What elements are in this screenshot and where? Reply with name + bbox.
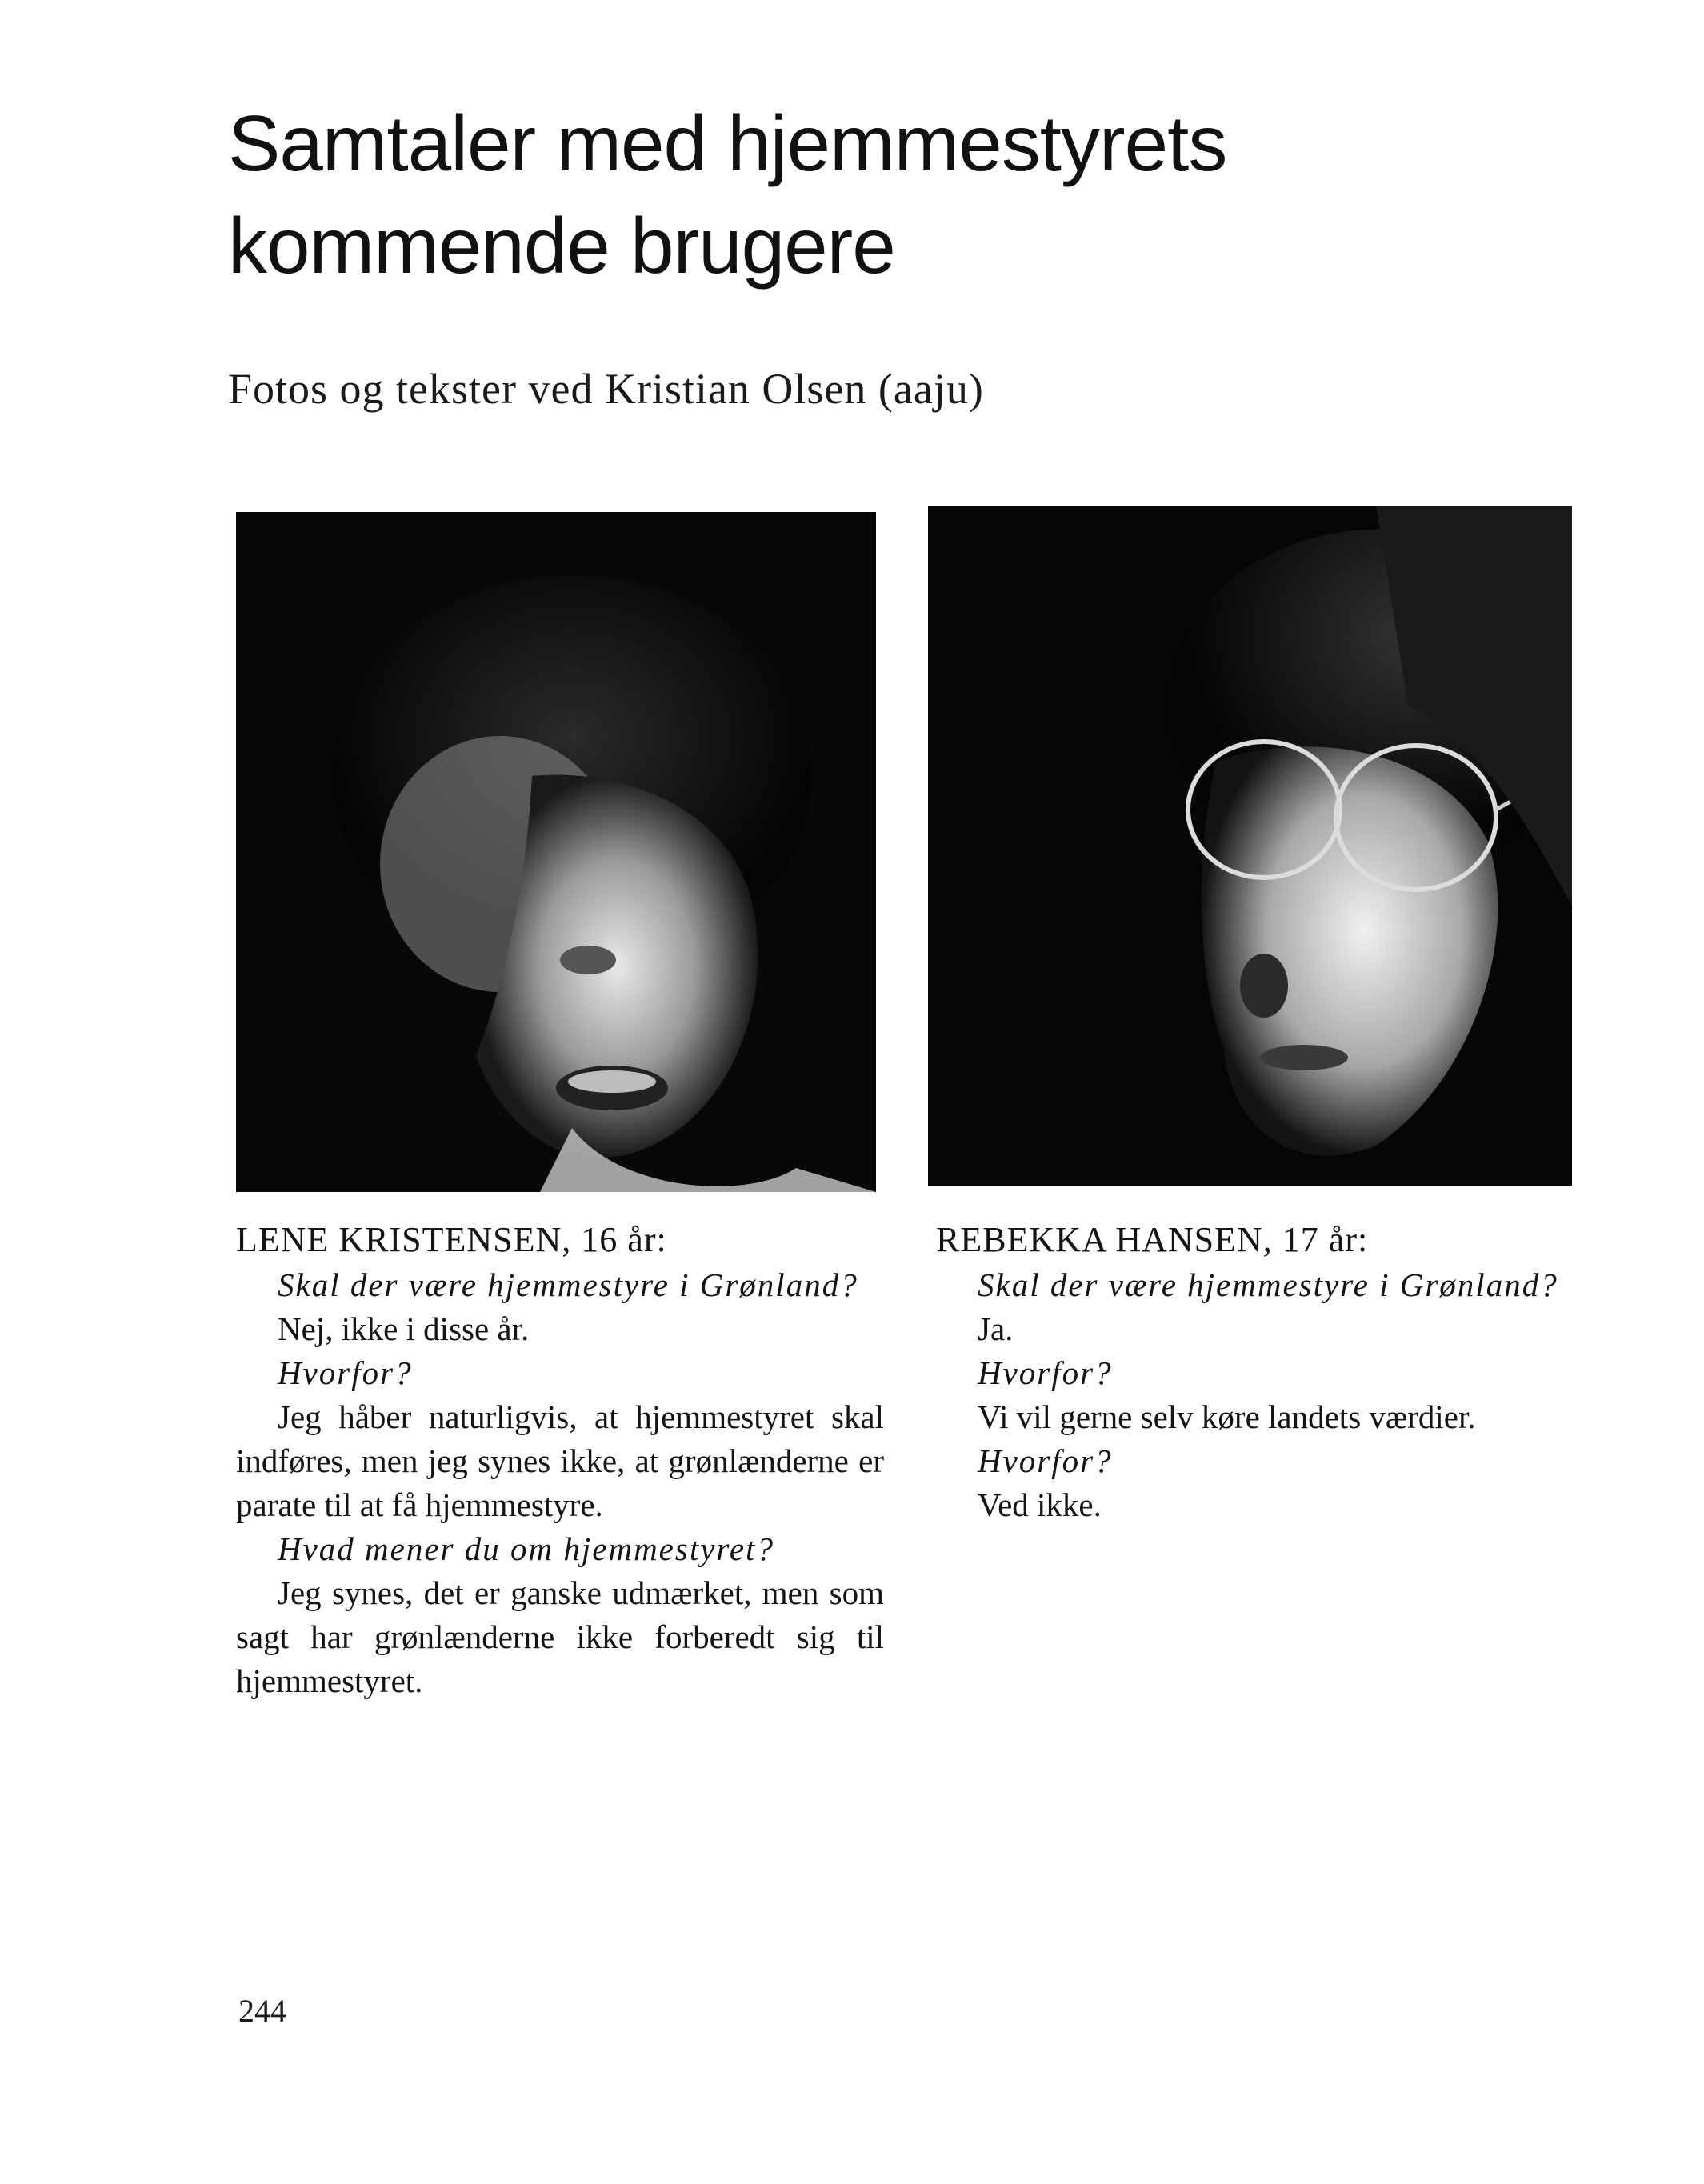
portrait-photo-left xyxy=(236,512,876,1192)
answer-2: Jeg håber naturligvis, at hjemmestyret skal indføres, men jeg synes ikke, at grønlænderne er parate til at få hjemmestyre. xyxy=(236,1398,884,1523)
answer-1: Nej, ikke i disse år. xyxy=(278,1310,530,1347)
question-1: Skal der være hjemmestyre i Grønland? xyxy=(978,1266,1558,1303)
byline: Fotos og tekster ved Kristian Olsen (aaju) xyxy=(228,365,984,413)
question-2: Hvorfor? xyxy=(278,1354,413,1391)
page-number: 244 xyxy=(238,1993,286,2029)
interviewee-name: REBEKKA HANSEN, 17 år: xyxy=(936,1220,1369,1259)
answer-3: Ved ikke. xyxy=(978,1486,1102,1523)
title-line-1: Samtaler med hjemmestyrets xyxy=(228,99,1227,187)
answer-3: Jeg synes, det er ganske udmærket, men som sagt har grønlænderne ikke forberedt sig til hjemmestyret. xyxy=(236,1574,884,1699)
portrait-photo-right xyxy=(928,506,1572,1186)
question-3: Hvorfor? xyxy=(978,1442,1113,1479)
answer-2: Vi vil gerne selv køre landets værdier. xyxy=(978,1398,1476,1435)
interview-column-right xyxy=(936,1218,1584,1527)
question-2: Hvorfor? xyxy=(978,1354,1113,1391)
question-1: Skal der være hjemmestyre i Grønland? xyxy=(278,1266,858,1303)
portrait-left-image xyxy=(236,512,876,1192)
question-3: Hvad mener du om hjemmestyret? xyxy=(278,1530,774,1567)
portrait-right-image xyxy=(928,506,1572,1186)
interview-column-left xyxy=(236,1218,884,1703)
answer-1: Ja. xyxy=(978,1310,1014,1347)
interviewee-name: LENE KRISTENSEN, 16 år: xyxy=(236,1220,667,1259)
title-line-2: kommende brugere xyxy=(228,202,895,290)
article-title xyxy=(228,92,1428,297)
